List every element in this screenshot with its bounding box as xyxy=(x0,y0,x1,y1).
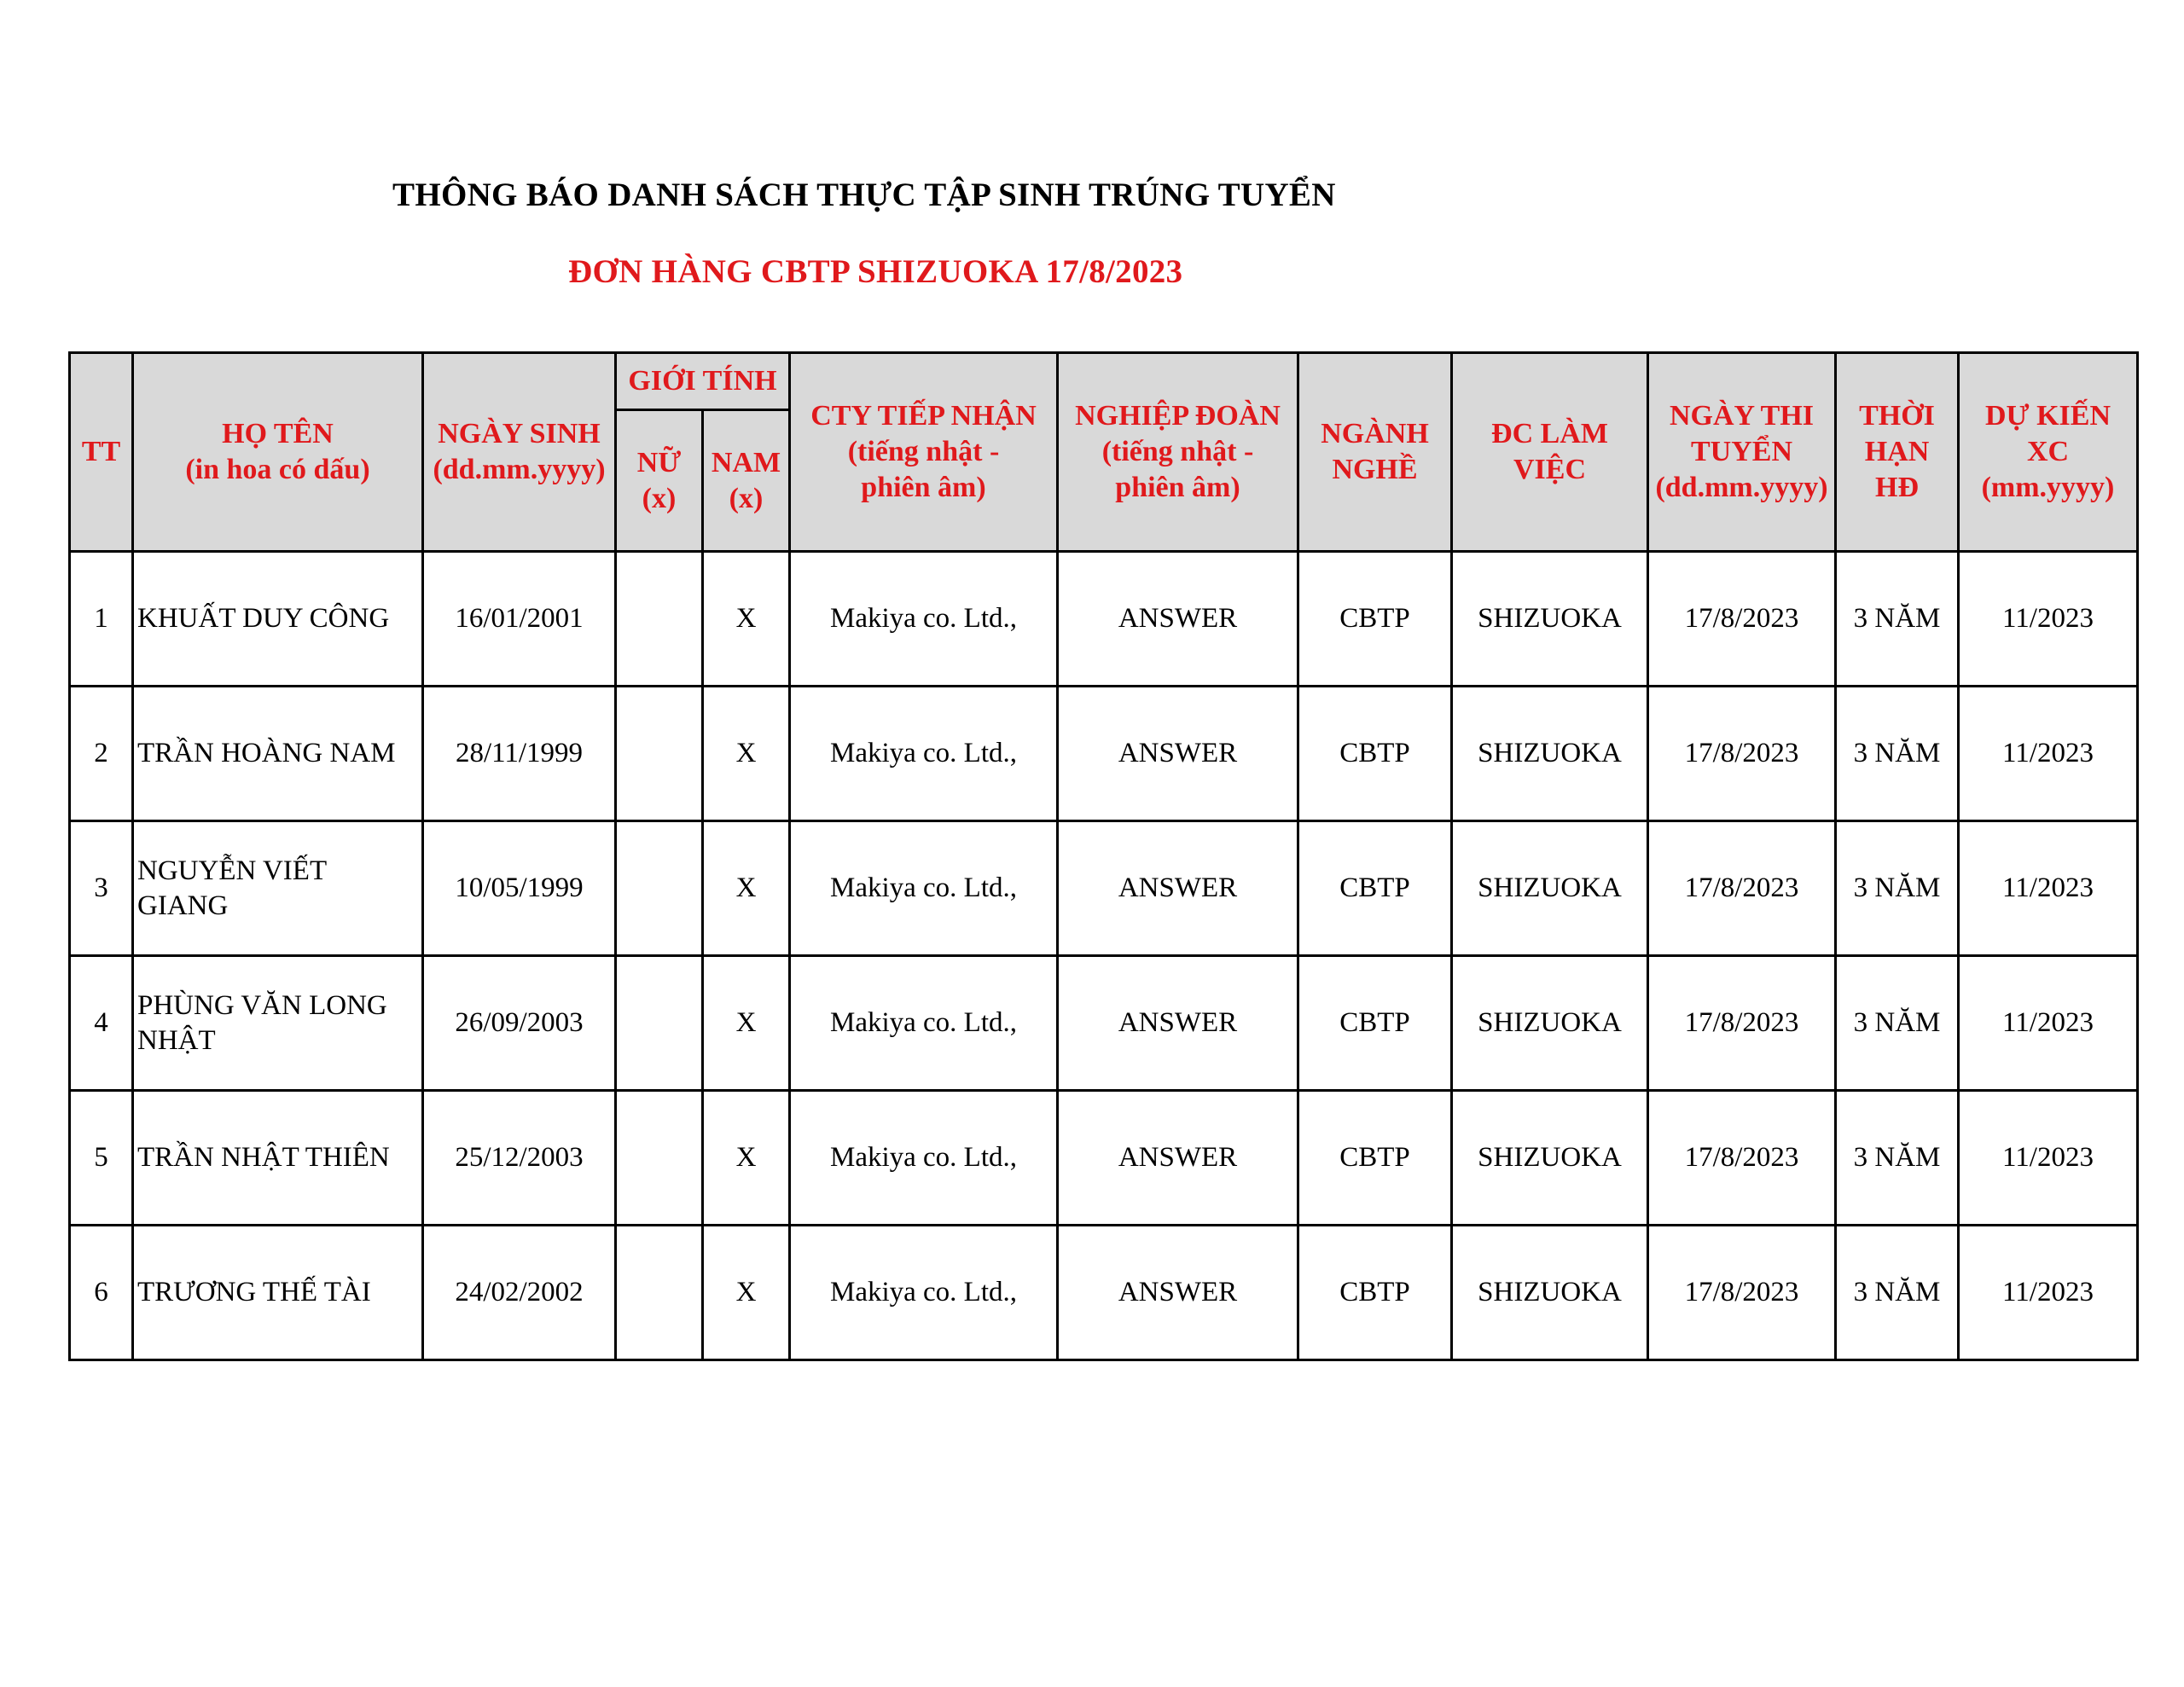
header-tt: TT xyxy=(70,353,133,552)
cell-departure: 11/2023 xyxy=(1959,956,2138,1091)
cell-company: Makiya co. Ltd., xyxy=(790,956,1058,1091)
header-ngay-thi-tuyen: NGÀY THI TUYỂN (dd.mm.yyyy) xyxy=(1648,353,1836,552)
cell-nu xyxy=(616,821,703,956)
cell-term: 3 NĂM xyxy=(1836,687,1959,821)
cell-exam-date: 17/8/2023 xyxy=(1648,821,1836,956)
cell-exam-date: 17/8/2023 xyxy=(1648,687,1836,821)
cell-tt: 1 xyxy=(70,552,133,687)
cell-departure: 11/2023 xyxy=(1959,821,2138,956)
cell-dob: 25/12/2003 xyxy=(423,1091,616,1226)
cell-job: CBTP xyxy=(1298,687,1452,821)
cell-company: Makiya co. Ltd., xyxy=(790,1091,1058,1226)
header-ngay-sinh: NGÀY SINH (dd.mm.yyyy) xyxy=(423,353,616,552)
cell-departure: 11/2023 xyxy=(1959,1091,2138,1226)
cell-nu xyxy=(616,552,703,687)
cell-nam: X xyxy=(703,687,790,821)
cell-tt: 6 xyxy=(70,1226,133,1360)
cell-term: 3 NĂM xyxy=(1836,956,1959,1091)
cell-term: 3 NĂM xyxy=(1836,552,1959,687)
cell-exam-date: 17/8/2023 xyxy=(1648,552,1836,687)
cell-nam: X xyxy=(703,1091,790,1226)
header-cty-tiep-nhan: CTY TIẾP NHẬN (tiếng nhật - phiên âm) xyxy=(790,353,1058,552)
cell-nu xyxy=(616,1226,703,1360)
cell-job: CBTP xyxy=(1298,821,1452,956)
cell-location: SHIZUOKA xyxy=(1452,552,1648,687)
cell-departure: 11/2023 xyxy=(1959,687,2138,821)
document-subtitle: ĐƠN HÀNG CBTP SHIZUOKA 17/8/2023 xyxy=(568,253,1183,290)
header-nam: NAM (x) xyxy=(703,410,790,552)
cell-name: TRẦN HOÀNG NAM xyxy=(133,687,423,821)
cell-location: SHIZUOKA xyxy=(1452,821,1648,956)
header-nu: NỮ (x) xyxy=(616,410,703,552)
header-thoi-han-hd: THỜI HẠN HĐ xyxy=(1836,353,1959,552)
cell-exam-date: 17/8/2023 xyxy=(1648,1091,1836,1226)
cell-company: Makiya co. Ltd., xyxy=(790,687,1058,821)
table-row xyxy=(70,1091,2138,1226)
cell-location: SHIZUOKA xyxy=(1452,687,1648,821)
cell-job: CBTP xyxy=(1298,1091,1452,1226)
document-title: THÔNG BÁO DANH SÁCH THỰC TẬP SINH TRÚNG TUYỂN xyxy=(392,177,1336,213)
cell-location: SHIZUOKA xyxy=(1452,1091,1648,1226)
cell-dob: 24/02/2002 xyxy=(423,1226,616,1360)
header-nghiep-doan: NGHIỆP ĐOÀN (tiếng nhật - phiên âm) xyxy=(1058,353,1298,552)
trainee-table xyxy=(68,351,2139,1361)
cell-name: TRƯƠNG THẾ TÀI xyxy=(133,1226,423,1360)
cell-nam: X xyxy=(703,552,790,687)
cell-company: Makiya co. Ltd., xyxy=(790,552,1058,687)
table-row xyxy=(70,552,2138,687)
cell-company: Makiya co. Ltd., xyxy=(790,1226,1058,1360)
cell-union: ANSWER xyxy=(1058,821,1298,956)
table-row xyxy=(70,821,2138,956)
cell-nam: X xyxy=(703,1226,790,1360)
cell-union: ANSWER xyxy=(1058,1226,1298,1360)
cell-term: 3 NĂM xyxy=(1836,1091,1959,1226)
header-du-kien-xc: DỰ KIẾN XC (mm.yyyy) xyxy=(1959,353,2138,552)
cell-exam-date: 17/8/2023 xyxy=(1648,1226,1836,1360)
cell-union: ANSWER xyxy=(1058,1091,1298,1226)
table-row xyxy=(70,956,2138,1091)
cell-location: SHIZUOKA xyxy=(1452,1226,1648,1360)
cell-union: ANSWER xyxy=(1058,552,1298,687)
table-body xyxy=(70,552,2138,1360)
cell-departure: 11/2023 xyxy=(1959,1226,2138,1360)
cell-job: CBTP xyxy=(1298,956,1452,1091)
cell-exam-date: 17/8/2023 xyxy=(1648,956,1836,1091)
header-dc-lam-viec: ĐC LÀM VIỆC xyxy=(1452,353,1648,552)
cell-union: ANSWER xyxy=(1058,956,1298,1091)
cell-job: CBTP xyxy=(1298,552,1452,687)
cell-nu xyxy=(616,956,703,1091)
header-ho-ten: HỌ TÊN (in hoa có dấu) xyxy=(133,353,423,552)
table-row xyxy=(70,687,2138,821)
header-gioi-tinh: GIỚI TÍNH xyxy=(616,353,790,410)
cell-tt: 2 xyxy=(70,687,133,821)
cell-dob: 16/01/2001 xyxy=(423,552,616,687)
cell-nu xyxy=(616,1091,703,1226)
cell-name: PHÙNG VĂN LONG NHẬT xyxy=(133,956,423,1091)
cell-tt: 4 xyxy=(70,956,133,1091)
cell-dob: 28/11/1999 xyxy=(423,687,616,821)
cell-nam: X xyxy=(703,821,790,956)
cell-dob: 10/05/1999 xyxy=(423,821,616,956)
cell-name: KHUẤT DUY CÔNG xyxy=(133,552,423,687)
cell-location: SHIZUOKA xyxy=(1452,956,1648,1091)
table-row xyxy=(70,1226,2138,1360)
cell-nam: X xyxy=(703,956,790,1091)
cell-tt: 3 xyxy=(70,821,133,956)
header-nganh-nghe: NGÀNH NGHỀ xyxy=(1298,353,1452,552)
cell-tt: 5 xyxy=(70,1091,133,1226)
cell-term: 3 NĂM xyxy=(1836,1226,1959,1360)
cell-union: ANSWER xyxy=(1058,687,1298,821)
cell-departure: 11/2023 xyxy=(1959,552,2138,687)
cell-job: CBTP xyxy=(1298,1226,1452,1360)
table-header xyxy=(70,353,2138,552)
cell-dob: 26/09/2003 xyxy=(423,956,616,1091)
cell-name: NGUYỄN VIẾT GIANG xyxy=(133,821,423,956)
cell-name: TRẦN NHẬT THIÊN xyxy=(133,1091,423,1226)
cell-nu xyxy=(616,687,703,821)
cell-company: Makiya co. Ltd., xyxy=(790,821,1058,956)
cell-term: 3 NĂM xyxy=(1836,821,1959,956)
